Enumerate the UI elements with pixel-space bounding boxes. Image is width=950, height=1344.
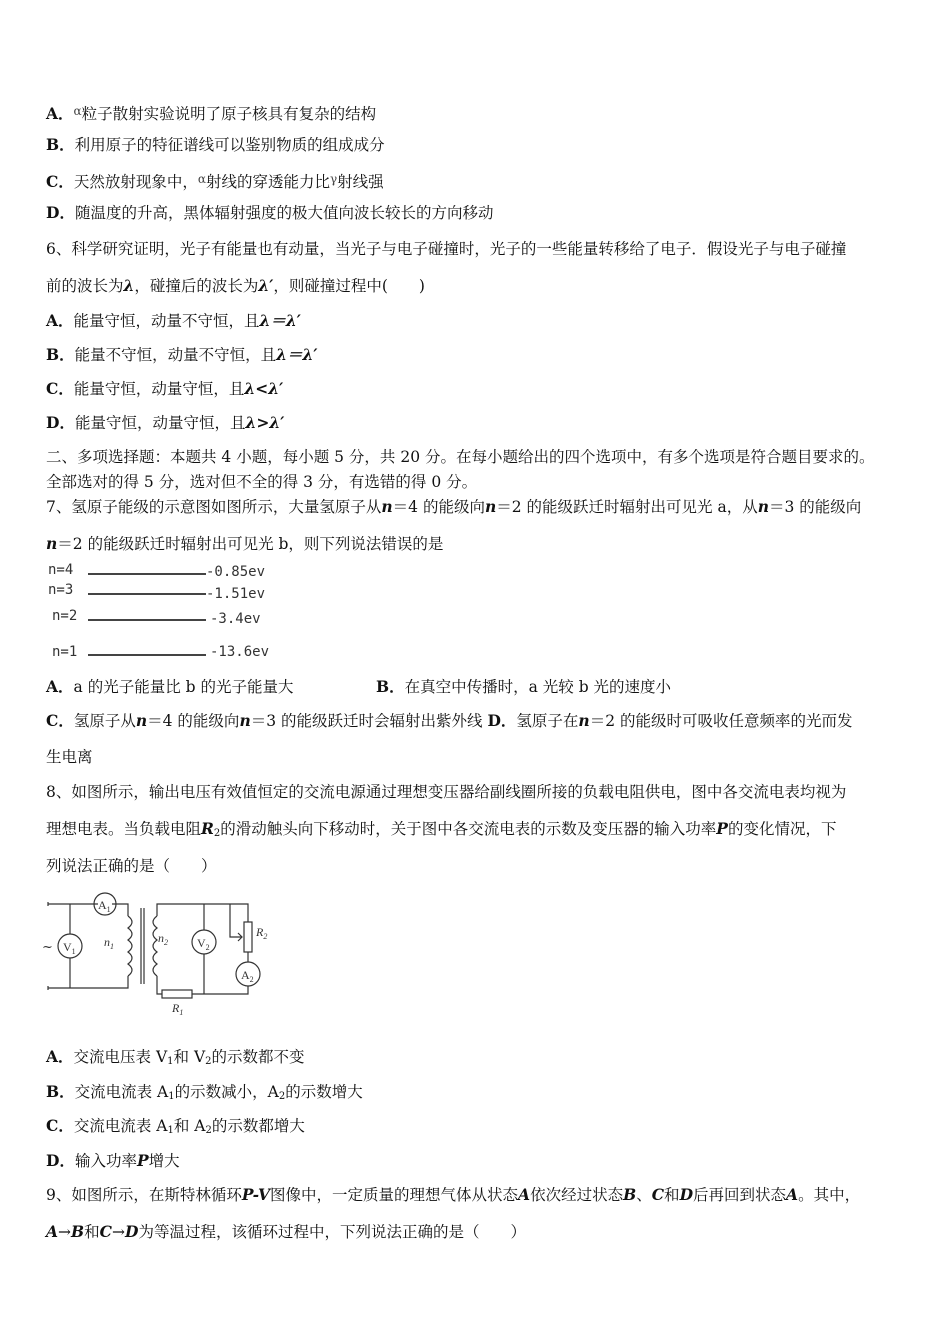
q7-option-b: B．在真空中传播时，a 光较 b 光的速度小 xyxy=(376,677,672,696)
level-energy: -13.6ev xyxy=(210,644,270,660)
svg-text:A1: $A_1$ xyxy=(98,898,111,914)
q6-stem-line1: 6、科学研究证明，光子有能量也有动量，当光子与电子碰撞时，光子的一些能量转移给了电子．假设光子与电子碰撞 xyxy=(46,240,847,258)
svg-text:V1: $V_1$ xyxy=(63,940,76,956)
level-line xyxy=(88,619,206,621)
q6-option-c: C．能量守恒，动量守恒，且λ<λ′ xyxy=(46,379,284,398)
svg-text:A2: $A_2$ xyxy=(241,968,254,984)
q7-stem-line2: n＝2 的能级跃迁时辐射出可见光 b，则下列说法错误的是 xyxy=(46,534,444,553)
level-line xyxy=(88,654,206,656)
level-label: n=1 xyxy=(52,644,78,660)
q6-option-d: D．能量守恒，动量守恒，且λ>λ′ xyxy=(46,413,285,432)
energy-level-diagram xyxy=(46,562,286,666)
level-energy: -3.4ev xyxy=(210,611,261,627)
q7-option-d-cont: 生电离 xyxy=(46,748,93,766)
svg-text:R2: $R_2$ xyxy=(256,925,268,941)
q8-stem-line1: 8、如图所示，输出电压有效值恒定的交流电源通过理想变压器给副线圈所接的负载电阻供电，图中各交流电表均视为 xyxy=(46,783,847,801)
q5-option-d: D．随温度的升高，黑体辐射强度的极大值向波长较长的方向移动 xyxy=(46,203,494,222)
q8-option-b: B．交流电流表 $A_1$的示数减小，$A_2$的示数增大 xyxy=(46,1082,363,1102)
level-label: n=4 xyxy=(48,562,74,578)
q5-option-a: A．$^\alpha$粒子散射实验说明了原子核具有复杂的结构 xyxy=(46,104,377,123)
q5-option-c: C．天然放射现象中，$^\alpha$射线的穿透能力比$^\gamma$射线强 xyxy=(46,172,384,191)
q6-option-b: B．能量不守恒，动量不守恒，且λ＝λ′ xyxy=(46,345,318,364)
level-energy: -0.85ev xyxy=(206,564,266,580)
transformer-circuit-diagram xyxy=(40,886,280,1018)
q5-option-b: B．利用原子的特征谱线可以鉴别物质的组成成分 xyxy=(46,135,385,154)
svg-text:V2: $V_2$ xyxy=(197,936,210,952)
q8-stem-line2: 理想电表。当负载电阻$R_2$的滑动触头向下移动时，关于图中各交流电表的示数及变压器的输入功率P的变化情况，下 xyxy=(46,819,837,839)
q9-stem-line1: 9、如图所示，在斯特林循环P-V图像中，一定质量的理想气体从状态A依次经过状态B、C和D后再回到状态A。其中， xyxy=(46,1185,861,1204)
q8-option-d: D．输入功率P增大 xyxy=(46,1151,180,1170)
svg-text:n1: $n_1$ xyxy=(104,935,114,951)
svg-text:R1: $R_1$ xyxy=(172,1001,184,1017)
level-line xyxy=(88,573,206,575)
level-label: n=3 xyxy=(48,582,74,598)
section2-instructions-line2: 全部选对的得 5 分，选对但不全的得 3 分，有选错的得 0 分。 xyxy=(46,473,478,491)
ac-source-symbol: ~ xyxy=(42,940,53,955)
section2-instructions-line1: 二、多项选择题：本题共 4 小题，每小题 5 分，共 20 分。在每小题给出的四个选项中，有多个选项是符合题目要求的。 xyxy=(46,448,875,466)
q7-option-a: A．a 的光子能量比 b 的光子能量大 xyxy=(46,677,294,696)
q6-stem-line2: 前的波长为λ，碰撞后的波长为λ′，则碰撞过程中( ) xyxy=(46,276,425,295)
q6-option-a: A．能量守恒，动量不守恒，且λ＝λ′ xyxy=(46,311,301,330)
level-label: n=2 xyxy=(52,608,78,624)
svg-text:n2: $n_2$ xyxy=(158,931,168,947)
q8-stem-line3: 列说法正确的是（ ） xyxy=(46,857,217,875)
q8-option-c: C．交流电流表 $A_1$和 $A_2$的示数都增大 xyxy=(46,1116,305,1136)
q7-option-c-d: C．氢原子从n＝4 的能级向n＝3 的能级跃迁时会辐射出紫外线 D．氢原子在n＝2 的能级时可吸收任意频率的光而发 xyxy=(46,711,853,730)
q8-option-a: A．交流电压表 $V_1$和 $V_2$的示数都不变 xyxy=(46,1047,305,1067)
level-energy: -1.51ev xyxy=(206,586,266,602)
level-line xyxy=(88,593,206,595)
q9-stem-line2: A→B和C→D为等温过程，该循环过程中，下列说法正确的是（ ） xyxy=(46,1222,526,1241)
q7-stem-line1: 7、氢原子能级的示意图如图所示，大量氢原子从n＝4 的能级向n＝2 的能级跃迁时辐射出可见光 a，从n＝3 的能级向 xyxy=(46,497,862,516)
